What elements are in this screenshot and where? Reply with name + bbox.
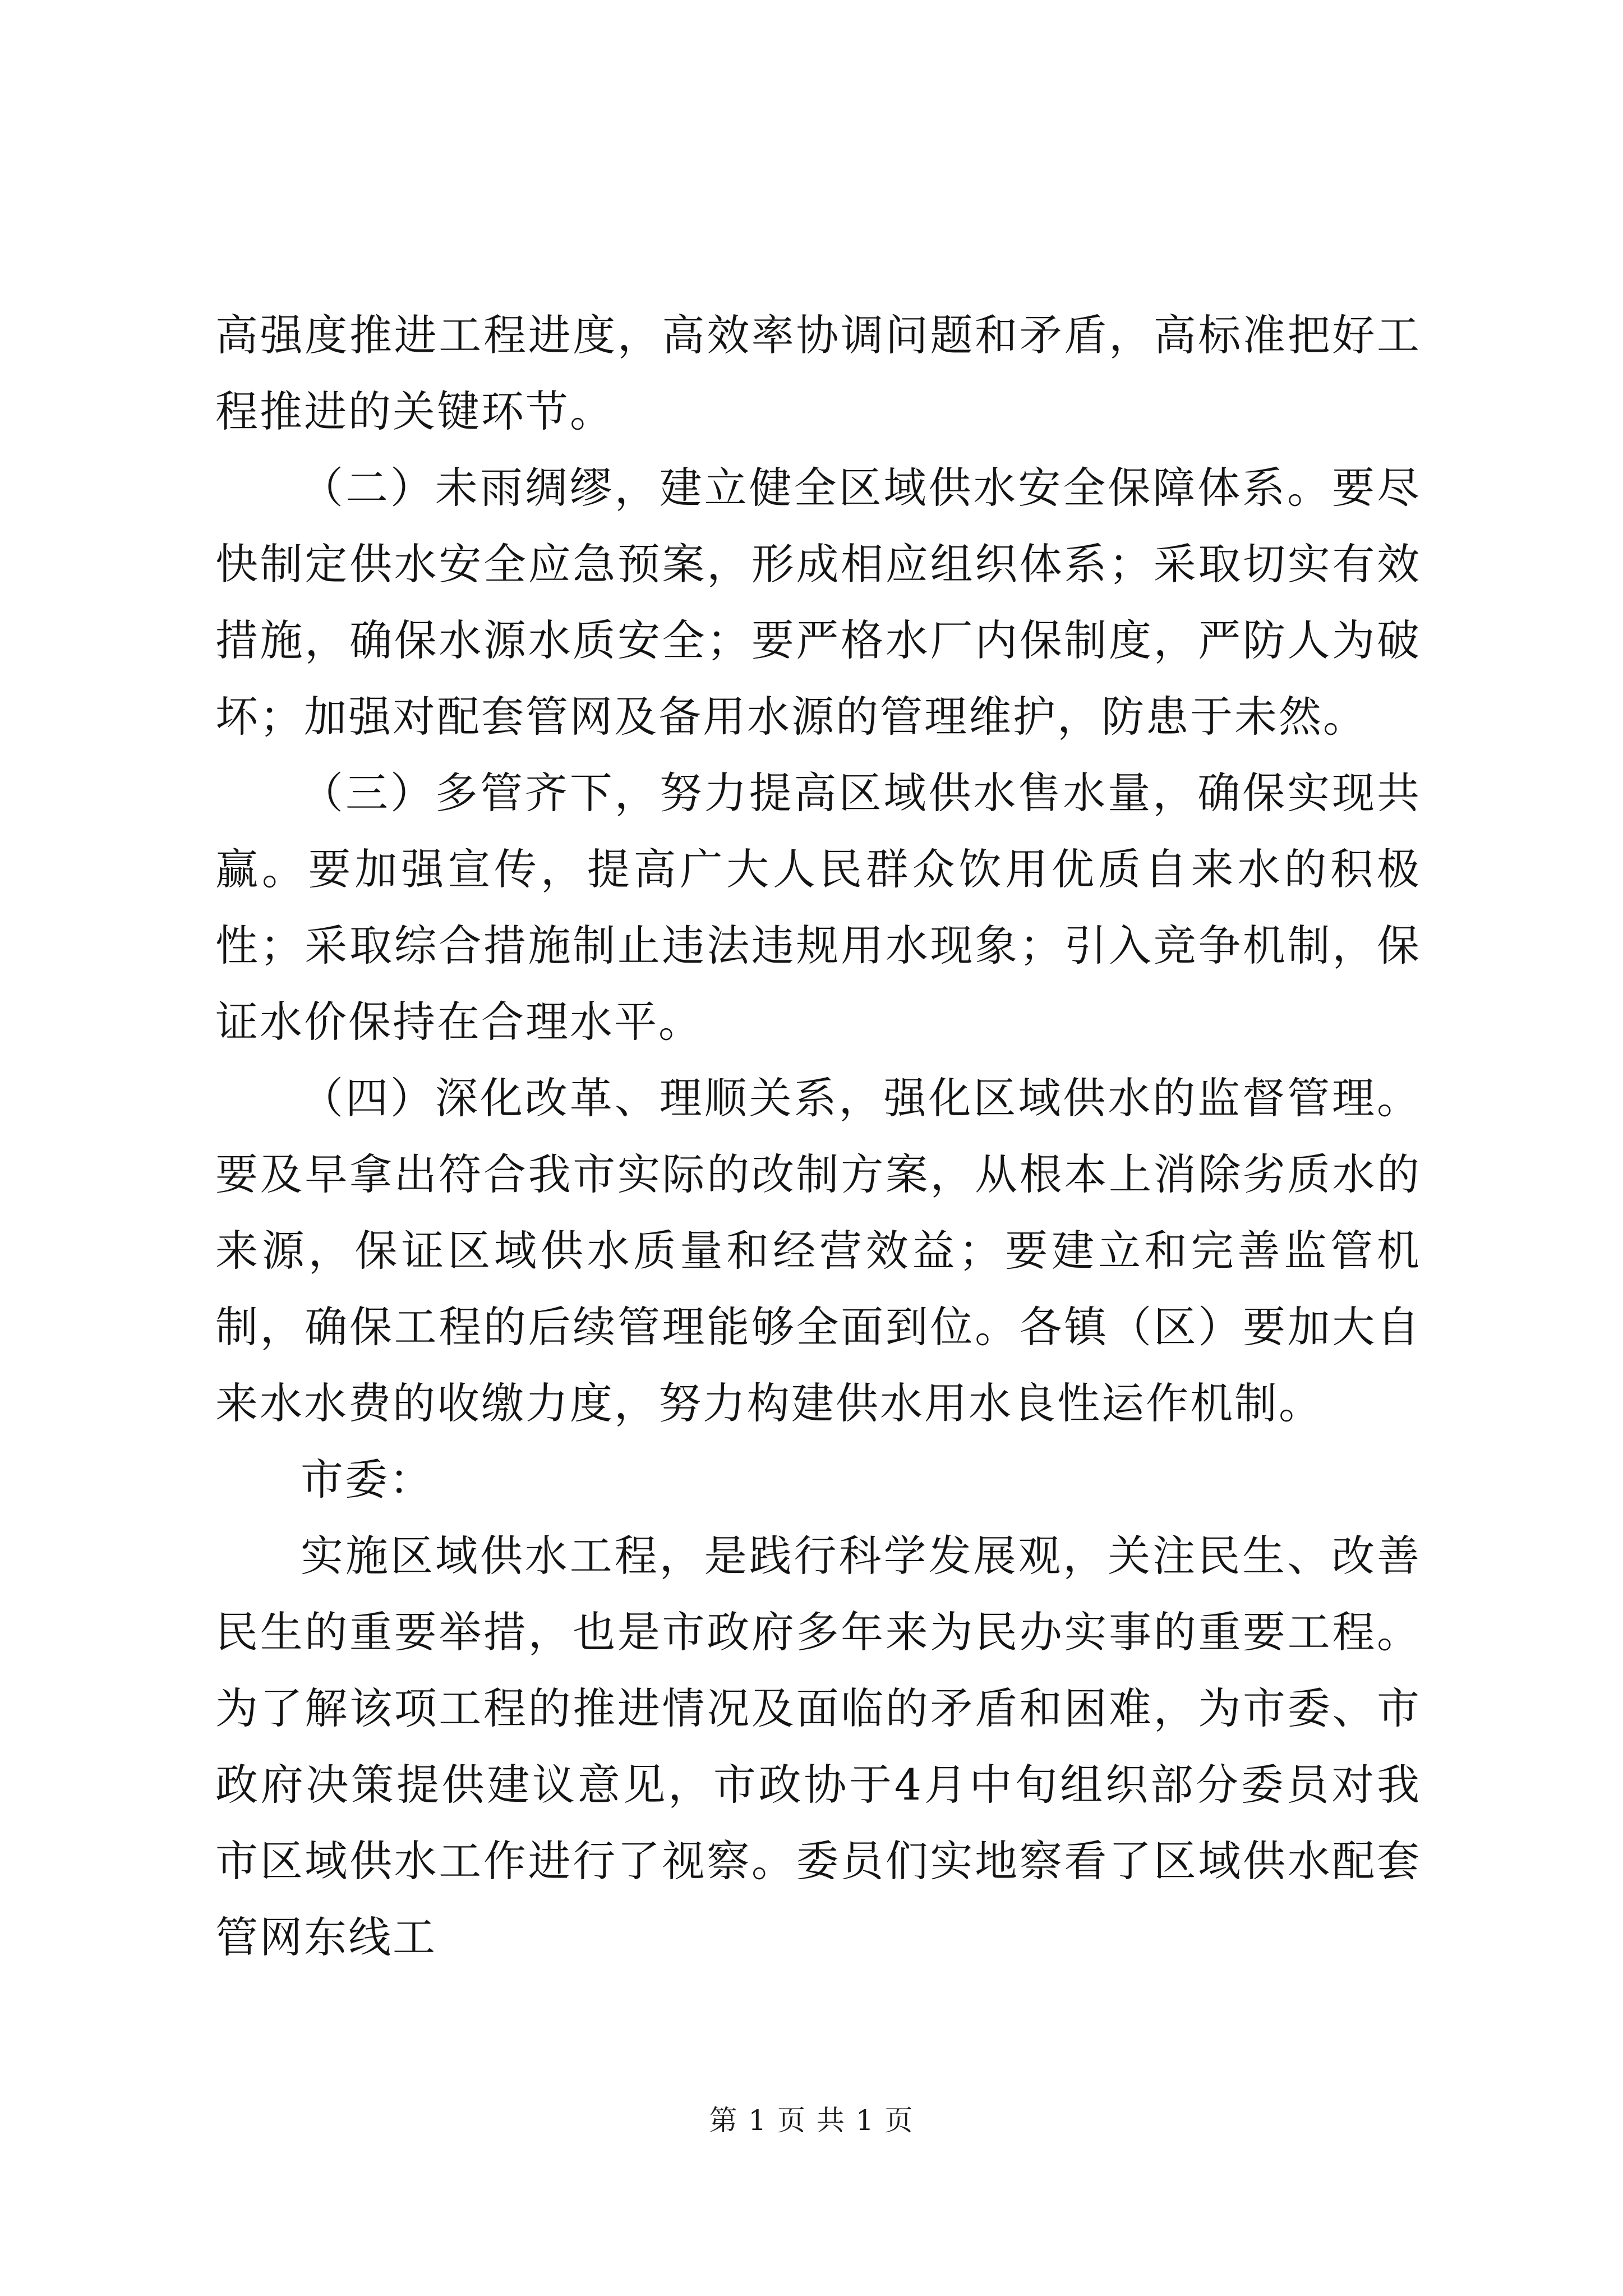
paragraph-section-4: （四）深化改革、理顺关系，强化区域供水的监督管理。要及早拿出符合我市实际的改制方案，从根本上消除劣质水的来源，保证区域供水质量和经营效益；要建立和完善监管机制，确保工程的后续管理能够全面到位。各镇（区）要加大自来水水费的收缴力度，努力构建供水用水良性运作机制。 [215,1073,1421,1428]
paragraph-section-3: （三）多管齐下，努力提高区域供水售水量，确保实现共赢。要加强宣传，提高广大人民群众饮用优质自来水的积极性；采取综合措施制止违法违规用水现象；引入竞争机制，保证水价保持在合理水平。 [215,768,1421,1047]
addressee-line: 市委： [301,1455,434,1504]
paragraph-section-2: （二）未雨绸缪，建立健全区域供水安全保障体系。要尽快制定供水安全应急预案，形成相应组织体系；采取切实有效措施，确保水源水质安全；要严格水厂内保制度，严防人为破坏；加强对配套管网及备用水源的管理维护，防患于未然。 [215,463,1421,742]
page-footer: 第 1 页 共 1 页 [709,2104,914,2137]
document-body [215,297,1421,1976]
paragraph-continuation: 高强度推进工程进度，高效率协调问题和矛盾，高标准把好工程推进的关键环节。 [215,310,1421,436]
paragraph-report-intro: 实施区域供水工程，是践行科学发展观，关注民生、改善民生的重要举措，也是市政府多年来为民办实事的重要工程。为了解该项工程的推进情况及面临的矛盾和困难，为市委、市政府决策提供建议意见，市政协于4月中旬组织部分委员对我市区域供水工作进行了视察。委员们实地察看了区域供水配套管网东线工 [215,1531,1421,1962]
